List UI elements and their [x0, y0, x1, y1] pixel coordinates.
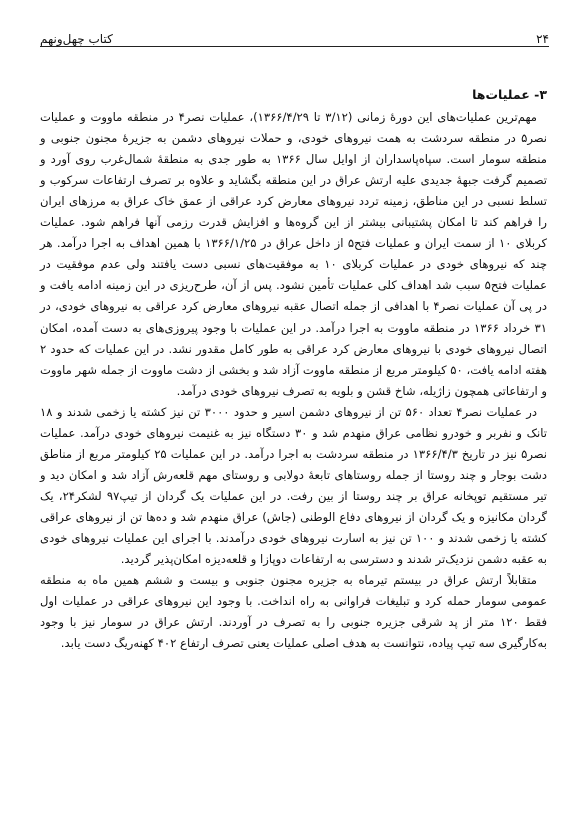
- book-title: کتاب چهل‌ونهم: [40, 32, 113, 46]
- header-rule: [40, 46, 549, 47]
- paragraph: متقابلاً ارتش عراق در بیستم تیرماه به جزیره مجنون جنوبی و بیست و ششم همین ماه به منطقه عمومی سومار حمله کرد و تبلیغات فراوانی به راه انداخت. با وجود این نیروهای عراقی در عملیات اول فقط ۱۲۰ متر از پد شرقی جزیره جنوبی را به تصرف در آوردند. ارتش عراق در سومار نیز با وجود به‌کارگیری سه تیپ پیاده، نتوانست به هدف اصلی عملیات یعنی تصرف ارتفاع ۴۰۲ کهنه‌ریگ دست یابد.: [40, 573, 547, 651]
- paragraph: در عملیات نصر۴ تعداد ۵۶۰ تن از نیروهای دشمن اسیر و حدود ۳۰۰۰ تن نیز کشته یا زخمی شدند و ۱۸ تانک و نفربر و خودرو نظامی عراق منهدم شد و ۳۰ دستگاه نیز به غنیمت نیروهای خودی درآمد. عملیات نصر۵ نیز در تاریخ ۱۳۶۶/۴/۳ در منطقه سردشت به اجرا درآمد. در این عملیات ۲۵ کیلومتر مربع از مناطق دشت بوجار و چند روستا از جمله روستاهای تابعهٔ دولابی و روستای مهم قلعه‌رش آزاد شد و امکان دید و تیر مستقیم توپخانه عراق بر چند روستا از بین رفت. در این عملیات یک گردان از تیپ۹۷ لشکر۲۴، یک گردان مکانیزه و یک گردان از نیروهای دفاع الوطنی (جاش) عراق منهدم شد و ده‌ها تن از نیروهای عراقی کشته یا زخمی شدند و ۱۰۰ تن نیز به اسارت نیروهای خودی درآمدند. با اجرای این عملیات نیروهای خودی به عقبه دشمن نزدیک‌تر شدند و دسترسی به ارتفاعات دوپازا و قلعه‌دیزه امکان‌پذیر گردید.: [40, 404, 548, 567]
- page-number: ۲۴: [536, 32, 549, 46]
- paragraph: مهم‌ترین عملیات‌های این دورهٔ زمانی (۳/۱۲ تا ۱۳۶۶/۴/۲۹)، عملیات نصر۴ در منطقه ماووت و عملیات نصر۵ در منطقه سردشت به همت نیروهای خودی، و حملات نیروهای دشمن به جزیرهٔ مجنون جنوبی و منطقه سومار است. سپاه‌پاسداران از اوایل سال ۱۳۶۶ به طور جدی به منطقهٔ شمال‌غرب روی آورد و تصمیم گرفت جبههٔ جدیدی علیه ارتش عراق در این منطقه بگشاید و علاوه بر تصرف ارتفاعات سرکوب و تسلط نسبی در این مناطق، زمینه تردد نیروهای معارض کرد عراقی از عمق خاک عراق به مرزهای ایران را فراهم کند تا امکان پشتیبانی بیشتر از این گروه‌ها و افزایش قدرت رزمی آنها فراهم شود. عملیات کربلای ۱۰ از سمت ایران و عملیات فتح۵ از داخل عراق در ۱۳۶۶/۱/۲۵ با همین اهداف به اجرا درآمد. هر چند که نیروهای خودی در عملیات کربلای ۱۰ به موفقیت‌های نسبی دست یافتند ولی عدم موفقیت در عملیات فتح۵ سبب شد اهداف کلی عملیات تأمین نشود. پس از آن، طرح‌ریزی در این زمینه ادامه یافت و در پی آن عملیات نصر۴ با اهدافی از جمله اتصال عقبه نیروهای معارض کرد عراقی به نیروهای خودی، در ۳۱ خرداد ۱۳۶۶ در منطقه ماووت به اجرا درآمد. در این عملیات با وجود پیروزی‌های به دست آمده، امکان اتصال نیروهای خودی با نیروهای معارض کرد عراقی به طور کامل مقدور نشد. در این عملیات که حدود ۲ هفته ادامه یافت، ۵۰ کیلومتر مربع از منطقه ماووت آزاد شد و بخشی از دشت ماووت از جمله شهر ماووت و ارتفاعاتی همچون زاژیله، شاخ قشن و بلویه به تصرف نیروهای خودی درآمد.: [40, 110, 547, 398]
- section-title: ۳- عملیات‌ها: [472, 87, 547, 102]
- page-header: [40, 24, 549, 46]
- page-content: [40, 84, 547, 654]
